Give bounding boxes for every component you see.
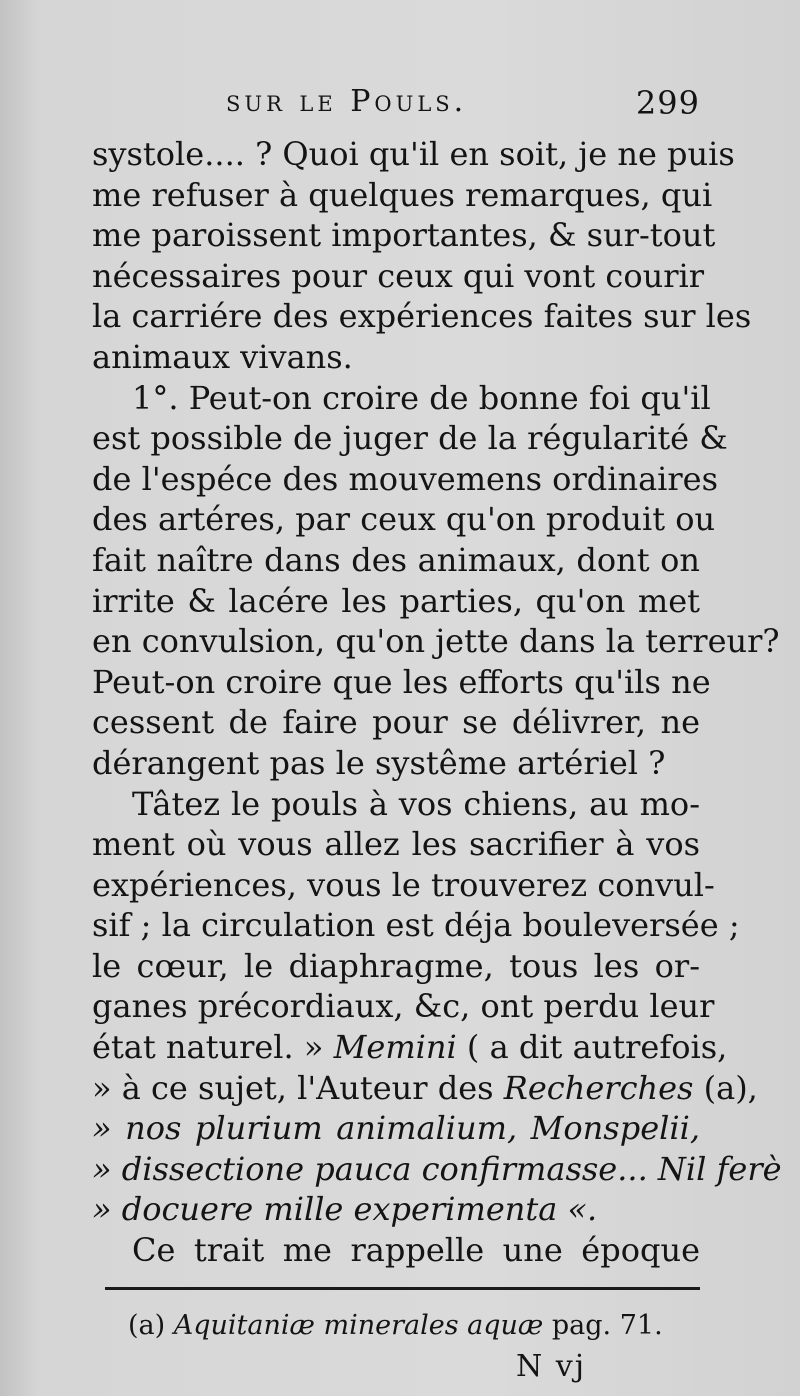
text-run: » à ce sujet, l'Auteur des — [92, 1068, 504, 1107]
text-line: cessent de faire pour se délivrer, ne — [92, 703, 700, 742]
text-line — [92, 1189, 700, 1230]
italic-text-run: » dissectione pauca confirmasse... Nil ferè — [92, 1149, 782, 1188]
italic-text-run: Memini — [333, 1028, 457, 1067]
footnote-title: Aquitaniæ minerales aquæ — [173, 1310, 544, 1341]
text-run: (a), — [693, 1068, 758, 1107]
running-head: sur le Pouls. — [226, 84, 468, 119]
footnote-marker: (a) — [128, 1310, 174, 1341]
text-line: expériences, vous le trouverez convul- — [92, 865, 715, 904]
text-line: 1°. Peut-on croire de bonne foi qu'il — [132, 378, 711, 417]
text-line: est possible de juger de la régularité & — [92, 419, 728, 458]
text-line: le cœur, le diaphragme, tous les or- — [92, 946, 700, 985]
text-line: ment où vous allez les sacrifier à vos — [92, 825, 700, 864]
body-text — [92, 134, 782, 1271]
text-run: ( a dit autrefois, — [456, 1028, 728, 1067]
footnote — [128, 1310, 663, 1341]
text-line: sif ; la circulation est déja bouleversée ; — [92, 906, 740, 945]
text-line: des artéres, par ceux qu'on produit ou — [92, 500, 716, 539]
text-line: de l'espéce des mouvemens ordinaires — [92, 459, 719, 498]
page-number: 299 — [635, 84, 700, 122]
text-line: dérangent pas le systême artériel ? — [92, 743, 666, 782]
text-line: me refuser à quelques remarques, qui — [92, 175, 713, 214]
text-run: état naturel. » — [92, 1028, 334, 1067]
text-line: Tâtez le pouls à vos chiens, au mo- — [132, 784, 700, 823]
italic-text-run: » nos plurium animalium, Monspelii, — [92, 1109, 700, 1148]
text-line: la carriére des expériences faites sur les — [92, 297, 752, 336]
text-line: animaux vivans. — [92, 337, 353, 376]
italic-text-run: » docuere mille experimenta «. — [92, 1190, 598, 1229]
text-line: ganes précordiaux, &c, ont perdu leur — [92, 987, 715, 1026]
text-line: Peut-on croire que les efforts qu'ils ne — [92, 662, 711, 701]
text-line — [92, 1068, 758, 1109]
text-line — [92, 1027, 728, 1068]
text-line: systole.... ? Quoi qu'il en soit, je ne puis — [92, 135, 735, 173]
page-header — [92, 84, 700, 124]
text-line: en convulsion, qu'on jette dans la terreur? — [92, 622, 780, 661]
text-line: fait naître dans des animaux, dont on — [92, 540, 700, 579]
signature-mark: N vj — [516, 1349, 587, 1384]
text-line: me paroissent importantes, & sur-tout — [92, 216, 716, 255]
text-line — [92, 1149, 782, 1190]
italic-text-run: Recherches — [503, 1068, 694, 1107]
footnote-rule — [105, 1287, 700, 1290]
footnote-page-ref: pag. 71. — [543, 1310, 663, 1341]
text-line: irrite & lacére les parties, qu'on met — [92, 581, 700, 620]
text-line: Ce trait me rappelle une époque — [132, 1231, 700, 1270]
text-line: nécessaires pour ceux qui vont courir — [92, 256, 705, 295]
text-line — [92, 1108, 700, 1149]
